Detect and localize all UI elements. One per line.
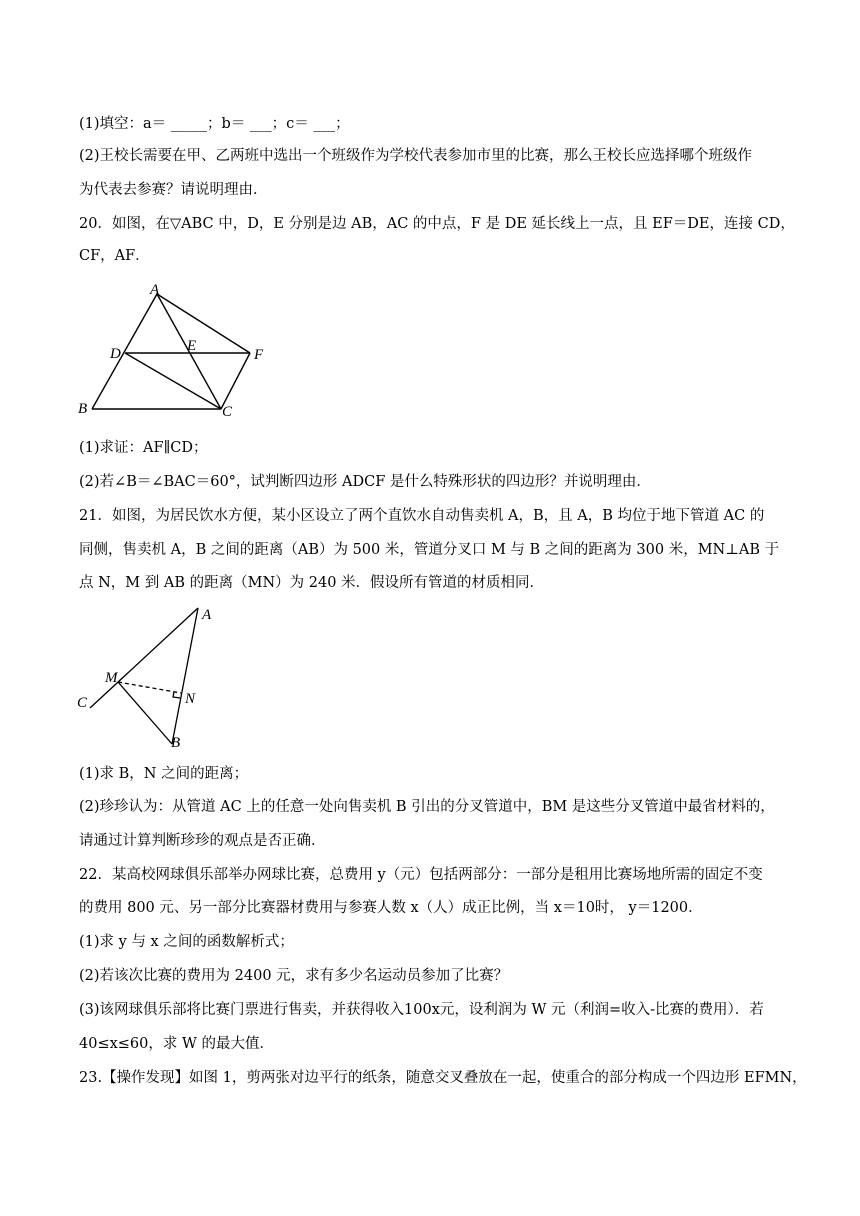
q21-label-m: M (105, 670, 118, 686)
q20-label-c: C (222, 404, 233, 420)
q22-part1: (1)求 y 与 x 之间的函数解析式； (79, 934, 294, 950)
q21-label-c: C (77, 695, 88, 711)
q19-part2-cont: 为代表去参赛？请说明理由． (79, 182, 268, 198)
q21-stem-line1: 21．如图，为居民饮水方便，某小区设立了两个直饮水自动售卖机 A，B，且 A，B 均位于地下管道 AC 的 (79, 508, 765, 524)
q20-stem-line2: CF，AF． (79, 248, 150, 264)
q20-figure (74, 280, 274, 420)
q21-part2: (2)珍珍认为：从管道 AC 上的任意一处向售卖机 B 引出的分叉管道中，BM 是这些分叉管道中最省材料的， (79, 799, 775, 815)
q22-part3: (3)该网球俱乐部将比赛门票进行售卖，并获得收入100x元，设利润为 W 元（利润=收入-比赛的费用）．若 (79, 1002, 764, 1018)
q21-stem-line3: 点 N，M 到 AB 的距离（MN）为 240 米．假设所有管道的材质相同． (79, 575, 545, 591)
q22-stem-line2: 的费用 800 元、另一部分比赛器材费用与参赛人数 x（人）成正比例，当 x＝10时， y＝1200． (79, 900, 703, 916)
q22-stem-line1: 22．某高校网球俱乐部举办网球比赛，总费用 y（元）包括两部分：一部分是租用比赛场地所需的固定不变 (79, 867, 763, 883)
q21-figure (74, 604, 234, 754)
q20-label-d: D (110, 346, 121, 362)
q20-stem-line1: 20．如图，在▽ABC 中，D，E 分别是边 AB，AC 的中点，F 是 DE 延长线上一点，且 EF＝DE，连接 CD， (79, 216, 795, 232)
q19-part1: (1)填空：a＝ _____；b＝ ___；c＝ ___； (79, 116, 350, 132)
q20-label-e: E (187, 338, 197, 354)
q22-part2: (2)若该次比赛的费用为 2400 元，求有多少名运动员参加了比赛？ (79, 968, 509, 984)
q20-label-a: A (150, 282, 160, 298)
q21-stem-line2: 同侧，售卖机 A，B 之间的距离（AB）为 500 米，管道分叉口 M 与 B 之间的距离为 300 米，MN⊥AB 于 (79, 542, 780, 558)
q20-label-b: B (78, 401, 88, 417)
q21-part2-cont: 请通过计算判断珍珍的观点是否正确． (79, 833, 326, 849)
q23-stem-line1: 23.【操作发现】如图 1，剪两张对边平行的纸条，随意交叉叠放在一起，使重合的部分构成一个四边形 EFMN， (79, 1070, 807, 1086)
q20-part1: (1)求证：AF∥CD； (79, 440, 208, 456)
q19-part2: (2)王校长需要在甲、乙两班中选出一个班级作为学校代表参加市里的比赛，那么王校长应选择哪个班级作 (79, 148, 753, 164)
q21-part1: (1)求 B，N 之间的距离； (79, 766, 249, 782)
q20-part2: (2)若∠B＝∠BAC＝60°，试判断四边形 ADCF 是什么特殊形状的四边形？并说明理由． (79, 474, 651, 490)
q21-label-a: A (202, 607, 212, 623)
q21-label-b: B (171, 735, 181, 751)
q20-label-f: F (254, 347, 264, 363)
q21-label-n: N (185, 691, 196, 707)
q22-part3-cont: 40≤x≤60，求 W 的最大值． (79, 1036, 274, 1052)
